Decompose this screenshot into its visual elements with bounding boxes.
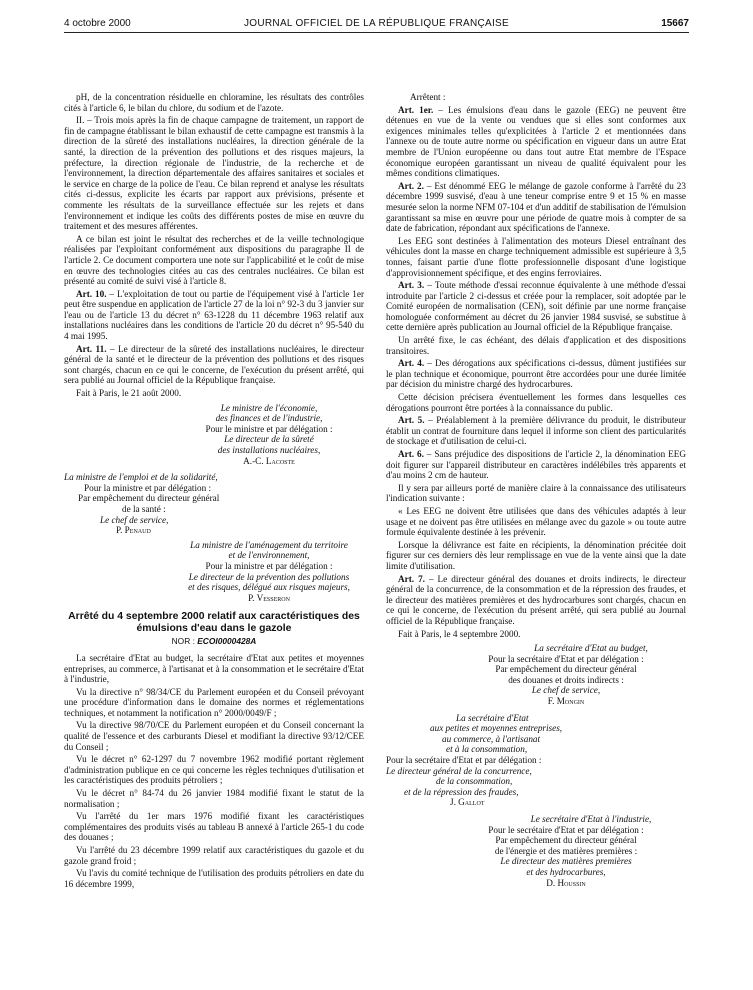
article-text: – Des dérogations aux spécifications ci-dessus, dûment justifiées sur le plan technique et économique, pourront être accordées pour une durée limitée par décision du ministre chargé des hydrocarbures.	[386, 358, 686, 390]
signature-line: et de la répression des fraudes,	[404, 786, 519, 797]
article-label: Art. 6.	[398, 449, 424, 459]
signature-line: des installations nucléaires,	[217, 445, 321, 455]
signature-line: Pour la ministre et par délégation :	[84, 482, 212, 493]
signature-line: La secrétaire d'Etat	[456, 712, 529, 723]
article-2	[386, 181, 686, 234]
signature-line: Pour le secrétaire d'Etat et par délégation :	[488, 824, 644, 835]
article-label: Art. 10.	[76, 288, 107, 299]
article-label: Art. 5.	[398, 415, 425, 426]
nor-label: NOR :	[171, 636, 195, 647]
paragraph: Lorsque la délivrance est faite en récipients, la dénomination précitée doit figurer sur ces derniers dès leur remplissage en vue de la vente ainsi que la date limite d'utilisation.	[386, 539, 686, 571]
article-text: – Sans préjudice des dispositions de l'article 2, la dénomination EEG doit figurer sur l'appareil distributeur en caractères indélébiles très apparents et d'au moins 2 cm de hauteur.	[386, 449, 687, 481]
article-text: – Préalablement à la première délivrance du produit, le distributeur établit un contrat de fourniture dans lequel il informe son client des particularités de stockage et d'utilisation de celui-ci.	[386, 415, 686, 447]
page-number: 15667	[661, 18, 689, 29]
visa: Vu le décret n° 84-74 du 26 janvier 1984 modifié fixant le statut de la normalisation ;	[64, 788, 364, 809]
paragraph: La secrétaire d'Etat au budget, la secrétaire d'Etat aux petites et moyennes entreprises, au commerce, à l'artisanat et à la consommation et le secrétaire d'Etat à l'industrie,	[64, 652, 364, 685]
signature-block	[64, 403, 364, 467]
signature-line: Le ministre de l'économie,	[220, 402, 318, 413]
signatory-name: A.-C. Lacoste	[243, 455, 295, 466]
signing-place-date: Fait à Paris, le 21 août 2000.	[76, 388, 182, 399]
signature-line: des finances et de l'industrie,	[215, 413, 323, 424]
paragraph: II. – Trois mois après la fin de chaque campagne de traitement, un rapport de fin de campagne établissant le bilan exhaustif de cette campagne est transmis à la direction de la sûreté des installations nucléaires, la direction générale de la santé, la direction de la prévention des pollutions et des risques majeurs, la préfecture, la direction régionale de l'industrie, de la recherche et de l'environnement, la direction départementale des affaires sanitaires et sociales et le service en charge de la police de l'eau. Ce bilan reprend et analyse les résultats cités ci-dessus, explicite les écarts par rapport aux prévisions, présente et commente les résultats de la surveillance effectuée sur les rejets et dans l'environnement et indique les coûts des différents postes de mise en œuvre du traitement et des mesures afférentes.	[64, 115, 364, 232]
article-label: Art. 7.	[398, 573, 425, 584]
article-4	[386, 358, 686, 390]
signature-line: Le chef de service,	[531, 685, 601, 696]
signature-line: aux petites et moyennes entreprises,	[430, 723, 563, 734]
signatory-name: P. Vesseron	[248, 592, 290, 603]
signature-block	[386, 643, 686, 707]
signature-line: Par empêchement du directeur général	[78, 493, 220, 504]
signature-block	[386, 713, 686, 808]
visa: Vu la directive 98/70/CE du Parlement européen et du Conseil concernant la qualité de l'essence et des carburants Diesel et modifiant la directive 93/12/CEE du Conseil ;	[64, 720, 364, 752]
signature-line: Le directeur de la sûreté	[224, 434, 314, 445]
page-header	[64, 18, 689, 32]
paragraph: Il y sera par ailleurs porté de manière claire à la connaissance des utilisateurs l'indication suivante :	[386, 482, 686, 504]
paragraph: « Les EEG ne doivent être utilisées que dans des véhicules adaptés à leur usage et ne doivent pas être utilisées en mélange avec du gazole » ou toute autre formule équivalente destinée à les prévenir.	[386, 505, 686, 538]
article-text: – Toute méthode d'essai reconnue équivalente à une méthode d'essai introduite par l'article 2 ci-dessus et créée pour la remplacer, soit adoptée par le Comité européen de normalisation (CEN), soit définie par une norme française homologuée conformément au décret du 26 janvier 1984 susvisé, se substitue à cette dernière après publication au Journal officiel de la République française.	[386, 280, 686, 333]
signature-line: de la santé :	[122, 503, 166, 514]
signature-line: Pour le ministre et par délégation :	[205, 423, 333, 434]
signatory-name: P. Penaud	[116, 525, 151, 536]
signature-line: Pour la secrétaire d'Etat et par délégation :	[386, 755, 542, 766]
article-label: Art. 3.	[398, 280, 425, 291]
nor-code: ECOI0000428A	[197, 636, 257, 647]
paragraph: A ce bilan est joint le résultat des recherches et de la veille technologique réalisées par l'exploitant conformément aux dispositions du paragraphe II de l'article 2. Ce document comportera une note sur l'applicabilité et le coût de mise en œuvre des technologies citées au cas des centrales nucléaires. Ce bilan est présenté au comité de suivi visé à l'article 8.	[64, 233, 364, 287]
signature-block	[64, 472, 364, 536]
article-text: – Les émulsions d'eau dans le gazole (EEG) ne peuvent être détenues en vue de la vente ou vendues que si elles sont conformes aux exigences minimales telles qu'explicitées à l'article 2 et mentionnées dans l'annexe ou de toute autre norme ou spécification en vigueur dans un autre Etat membre de l'Union européenne ou dans tout autre Etat membre de l'Espace économique européen garantissant un niveau de qualité équivalent pour les mêmes conditions climatiques.	[386, 104, 686, 179]
signature-line: de la consommation,	[436, 776, 513, 787]
nor-reference	[64, 636, 364, 647]
article-3	[386, 280, 686, 333]
signatory-name: D. Houssin	[546, 877, 586, 888]
left-column	[64, 92, 364, 891]
signature-line: Le directeur des matières premières	[500, 856, 632, 867]
article-text: – Le directeur de la sûreté des installations nucléaires, le directeur général de la santé et le directeur de la prévention des pollutions et des risques sont chargés, chacun en ce qui le concerne, de l'exécution du présent arrêté, qui sera publié au Journal officiel de la République française.	[64, 343, 364, 386]
signature-line: Pour la secrétaire d'Etat et par délégation :	[488, 653, 644, 664]
right-column	[386, 92, 686, 888]
article-label: Art. 1er.	[398, 104, 434, 115]
paragraph: Cette décision précisera éventuellement les formes dans lesquelles ces dérogations pourront être portées à la connaissance du public.	[386, 392, 686, 413]
signature-line: La ministre de l'aménagement du territoire	[190, 539, 348, 550]
visa: Vu l'arrêté du 23 décembre 1999 relatif aux caractéristiques du gazole et du gazole grand froid ;	[64, 845, 364, 866]
paragraph: Un arrêté fixe, le cas échéant, des délais d'application et des dispositions transitoires.	[386, 335, 686, 356]
visa: Vu le décret n° 62-1297 du 7 novembre 1962 modifié portant règlement d'administration publique en ce qui concerne les règles techniques d'utilisation et les caractéristiques des produits pétroliers ;	[64, 754, 364, 786]
decree-title: Arrêté du 4 septembre 2000 relatif aux caractéristiques des émulsions d'eau dans le gazole	[68, 611, 360, 634]
issue-date: 4 octobre 2000	[64, 18, 131, 29]
signature-block	[386, 814, 686, 888]
arretent: Arrêtent :	[410, 92, 446, 102]
article-1	[386, 105, 686, 179]
signature-line: Le directeur général de la concurrence,	[386, 765, 532, 776]
signature-line: et à la consommation,	[446, 744, 528, 755]
signature-line: et des hydrocarbures,	[526, 866, 606, 877]
article-10	[64, 289, 364, 342]
article-7	[386, 574, 686, 627]
article-5	[386, 415, 686, 447]
header-rule	[64, 32, 689, 33]
signature-line: Le directeur de la prévention des pollutions	[188, 571, 350, 582]
signing-place-date: Fait à Paris, le 4 septembre 2000.	[398, 628, 521, 639]
article-6	[386, 449, 686, 481]
signature-line: et de l'environnement,	[228, 550, 310, 561]
visa: Vu l'arrêté du 1er mars 1976 modifié fixant les caractéristiques complémentaires des produits visés au tableau B annexé à l'article 265-1 du code des douanes ;	[64, 811, 364, 843]
article-label: Art. 4.	[398, 358, 425, 369]
signature-line: des douanes et droits indirects :	[508, 674, 624, 685]
paragraph: Les EEG sont destinées à l'alimentation des moteurs Diesel entraînant des véhicules dont la masse en charge techniquement admissible est supérieure à 3,5 tonnes, faisant partie d'une flotte professionnelle disposant d'une logistique d'approvisionnement spécifique, et des engins ferroviaires.	[386, 235, 686, 278]
article-label: Art. 11.	[76, 343, 107, 354]
signature-line: Le secrétaire d'Etat à l'industrie,	[530, 814, 652, 824]
signatory-name: J. Gallot	[450, 797, 485, 808]
signature-block	[64, 540, 364, 604]
visa: Vu la directive n° 98/34/CE du Parlement européen et du Conseil prévoyant une procédure d'information dans le domaine des normes et réglementations techniques, et notamment la notification n° 2000/0049/F ;	[64, 686, 364, 718]
article-text: – Le directeur général des douanes et droits indirects, le directeur général de la concurrence, de la consommation et de la répression des fraudes, et le directeur des matières premières et des hydrocarbures sont chargés, chacun en ce qui le concerne, de l'exécution du présent arrêté, qui sera publié au Journal officiel de la République française.	[386, 573, 686, 626]
paragraph: pH, de la concentration résiduelle en chloramine, les résultats des contrôles cités à l'article 6, le bilan du chlore, du sodium et de l'azote.	[64, 92, 364, 113]
article-11	[64, 344, 364, 386]
article-text: – L'exploitation de tout ou partie de l'équipement visé à l'article 1er peut être suspendue en application de l'article 27 de la loi n° 92-3 du 3 janvier sur l'eau ou de l'article 13 du décret n° 63-1228 du 11 décembre 1963 relatif aux installations nucléaires dans les conditions de l'article 20 du décret n° 95-540 du 4 mai 1995.	[64, 288, 364, 342]
signature-line: au commerce, à l'artisanat	[442, 733, 541, 744]
signature-line: de l'énergie et des matières premières :	[494, 845, 638, 856]
journal-title: JOURNAL OFFICIEL DE LA RÉPUBLIQUE FRANÇAISE	[244, 18, 509, 29]
signature-line: Par empêchement du directeur général	[495, 664, 637, 675]
signatory-name: F. Mongin	[547, 696, 585, 707]
signature-line: Le chef de service,	[100, 514, 169, 525]
signature-line: et des risques, délégué aux risques majeurs,	[188, 582, 350, 593]
signature-line: Par empêchement du directeur général	[495, 835, 637, 846]
signature-line: La ministre de l'emploi et de la solidarité,	[64, 472, 218, 483]
visa: Vu l'avis du comité technique de l'utilisation des produits pétroliers en date du 16 décembre 1999,	[64, 868, 364, 889]
signature-line: Pour la ministre et par délégation :	[205, 560, 333, 571]
article-label: Art. 2.	[398, 180, 424, 191]
signature-line: La secrétaire d'Etat au budget,	[534, 643, 648, 654]
article-text: – Est dénommé EEG le mélange de gazole conforme à l'arrêté du 23 décembre 1999 susvisé, d'eau à une teneur comprise entre 9 et 15 % en masse mesurée selon la norme NFM 07-104 et d'un additif de stabilisation de l'émulsion garantissant sa mise en œuvre pour une période de quatre mois à compter de sa date de fabrication, répondant aux spécifications de l'annexe.	[386, 180, 686, 234]
